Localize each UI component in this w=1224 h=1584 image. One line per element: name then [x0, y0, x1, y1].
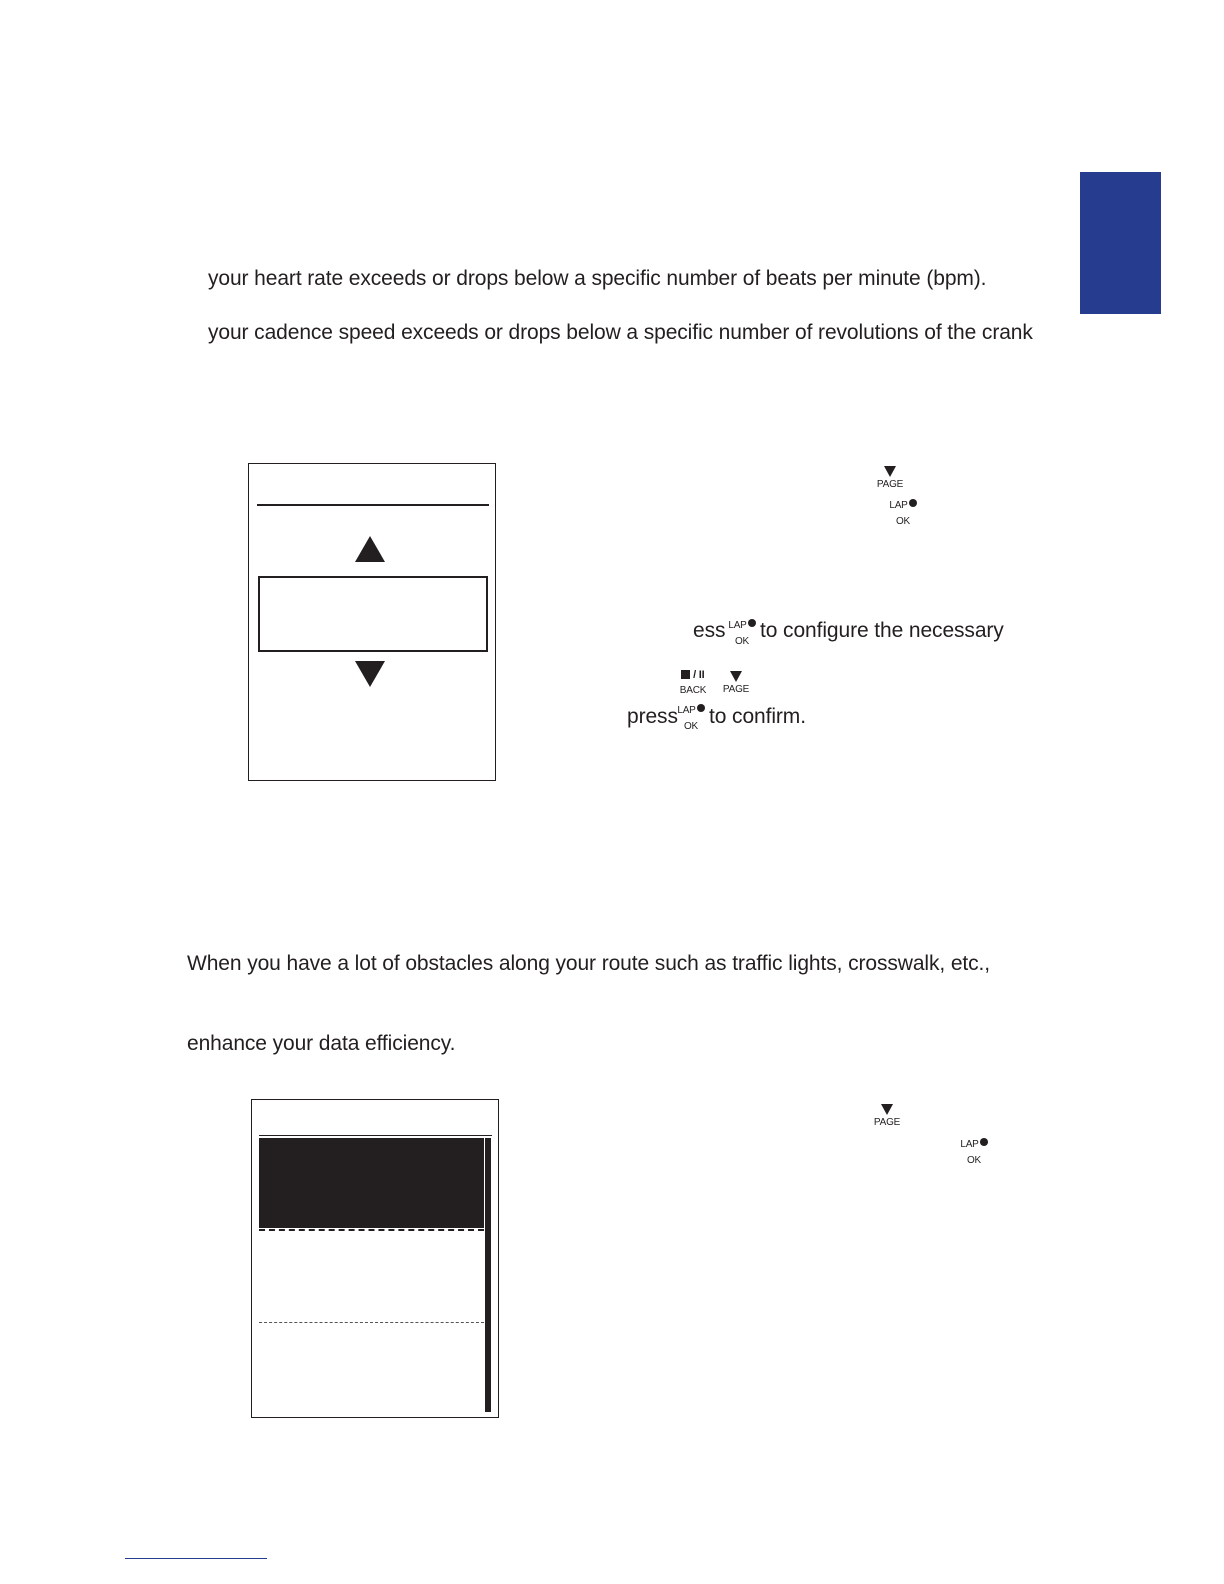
heart-rate-alert-text: your heart rate exceeds or drops below a specific number of beats per minute (bpm). [208, 267, 987, 290]
list-separator [259, 1322, 484, 1323]
dot-icon [697, 704, 705, 712]
efficiency-text: enhance your data efficiency. [187, 1032, 456, 1055]
triangle-down-icon [881, 1104, 893, 1115]
page-button-glyph: PAGE [873, 466, 907, 490]
confirm-prefix: press [627, 705, 678, 728]
triangle-down-icon [730, 671, 742, 682]
configure-suffix: to configure the necessary [760, 619, 1004, 642]
screen-divider [257, 504, 489, 506]
page-button-glyph: PAGE [870, 1104, 904, 1128]
configure-prefix: ess [693, 619, 726, 642]
lap-ok-button-glyph: LAP OK [883, 499, 923, 527]
confirm-suffix: to confirm. [709, 705, 806, 728]
lap-ok-button-glyph: LAP OK [673, 704, 709, 732]
lap-ok-button-glyph: LAP OK [724, 619, 760, 647]
device-screen-alert [248, 463, 496, 781]
triangle-down-icon [355, 661, 385, 687]
highlighted-list-item [259, 1138, 484, 1228]
footer-link-underline[interactable] [125, 1558, 267, 1559]
back-button-glyph: / II BACK [679, 669, 707, 696]
dot-icon [980, 1138, 988, 1146]
selection-box [258, 576, 488, 652]
cadence-alert-text: your cadence speed exceeds or drops below a specific number of revolutions of the crank [208, 321, 1033, 344]
lap-ok-button-glyph: LAP OK [954, 1138, 994, 1166]
triangle-down-icon [884, 466, 896, 477]
dot-icon [909, 499, 917, 507]
device-screen-list [251, 1099, 499, 1418]
section-tab [1080, 172, 1161, 314]
scrollbar [485, 1138, 491, 1412]
list-separator [259, 1229, 484, 1231]
dot-icon [748, 619, 756, 627]
square-icon [681, 670, 690, 679]
page-button-glyph: PAGE [719, 671, 753, 695]
triangle-up-icon [355, 536, 385, 562]
obstacles-text: When you have a lot of obstacles along your route such as traffic lights, crosswalk, etc., [187, 952, 991, 975]
screen-divider [259, 1135, 492, 1136]
